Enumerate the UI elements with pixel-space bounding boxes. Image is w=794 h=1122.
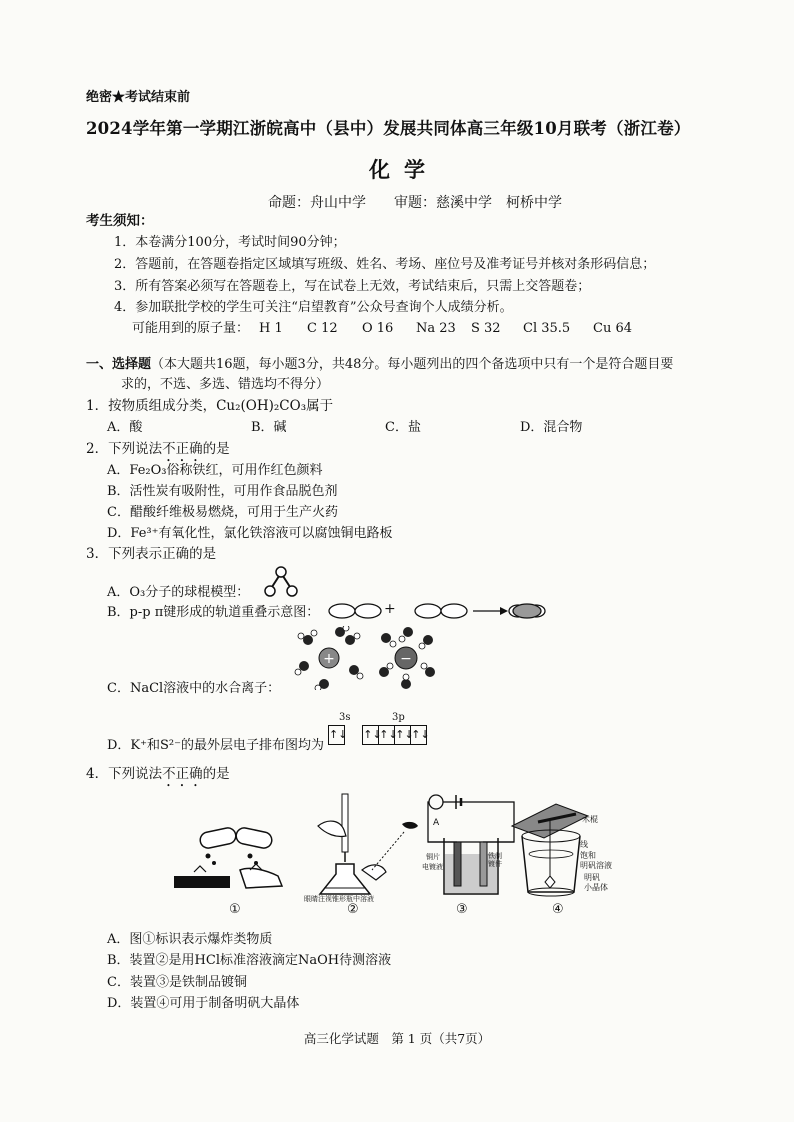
q2-stem: [86, 441, 230, 465]
atomic-mass-label: 可能用到的原子量：: [132, 321, 250, 336]
q3-option-d: D．K⁺和S²⁻的最外层电子排布图均为: [107, 738, 324, 753]
q1-option-b: B．碱: [251, 420, 287, 435]
page-footer: 高三化学试题 第 1 页（共7页）: [303, 1031, 491, 1046]
q4-stem: [86, 766, 230, 790]
figure-1-hazard-symbol: [170, 826, 300, 892]
figure-1-number: ①: [229, 902, 241, 917]
q3-option-b: B．p-p π键形成的轨道重叠示意图：: [107, 605, 320, 620]
q4-stem-pre: 4．下列说法: [86, 766, 163, 782]
q1-option-d: D．混合物: [520, 420, 583, 435]
hydrated-ions-diagram: [294, 626, 444, 690]
conical-flask: [320, 864, 370, 894]
saturated-label-2: 明矾溶液: [580, 861, 612, 870]
swirling-hand: [362, 865, 386, 880]
svg-text:+: +: [323, 651, 335, 667]
figure-2-caption: 眼睛注视锥形瓶中溶液: [304, 895, 374, 903]
notice-item-2: 2．答题前，在答题卷指定区域填写班级、姓名、考场、座位号及准考证号并核对条形码信息；: [114, 257, 656, 272]
q2-option-b: B．活性炭有吸附性，可用作食品脱色剂: [107, 484, 338, 499]
authors-line: 命题：舟山中学 审题：慈溪中学 柯桥中学: [268, 195, 562, 211]
iron-label: 铁制镀件: [488, 852, 502, 868]
eye-icon: [402, 822, 418, 829]
orbital-3p-box-4: ↑↓: [410, 725, 427, 745]
thread-label: 线: [580, 840, 588, 849]
saturated-label-1: 饱和: [580, 851, 596, 860]
orbital-3s-box: ↑↓: [328, 725, 345, 745]
q4-option-a: A．图①标识表示爆炸类物质: [107, 932, 273, 947]
hydrated-sodium-ion: [295, 626, 363, 690]
notice-item-4: 4．参加联批学校的学生可关注“启望教育”公众号查询个人成绩分析。: [114, 300, 513, 315]
atomic-mass-cl: Cl 35.5: [523, 321, 571, 336]
section-desc-1: （本大题共16题，每小题3分，共48分。每小题列出的四个备选项中只有一个是符合题目要: [151, 357, 674, 372]
orbital-3p-label: 3p: [392, 712, 405, 723]
q1-option-c: C．盐: [385, 420, 421, 435]
q4-option-c: C．装置③是铁制品镀铜: [107, 975, 247, 990]
wooden-stick-label: 木棍: [582, 815, 598, 824]
orbital-diagram: [328, 725, 430, 745]
test-tube-right: [235, 826, 274, 849]
p-orbital-right: [415, 604, 467, 618]
figure-4-crystal-growth-apparatus: [508, 796, 590, 906]
q4-stem-post: 的是: [202, 766, 230, 782]
iron-electrode: [480, 842, 487, 886]
figure-3-number: ③: [456, 902, 468, 917]
q4-option-d: D．装置④可用于制备明矾大晶体: [107, 996, 300, 1011]
pp-pi-bond-overlap-diagram: [328, 597, 548, 625]
atomic-mass-o: O 16: [362, 321, 394, 336]
atomic-mass-h: H 1: [259, 321, 283, 336]
figure-2-number: ②: [347, 902, 359, 917]
orbital-3p-box-3: ↑↓: [394, 725, 411, 745]
copper-label: 铜片: [426, 853, 440, 861]
plus-sign: +: [384, 601, 396, 617]
copper-electrode: [454, 842, 461, 886]
section-title: 一、选择题: [86, 357, 152, 372]
alum-crystal: [545, 876, 555, 888]
exam-title: 2024学年第一学期江浙皖高中（县中）发展共同体高三年级10月联考（浙江卷）: [86, 119, 691, 138]
corroded-surface: [174, 876, 230, 888]
corroded-hand: [240, 868, 282, 888]
crystal-label-2: 小晶体: [584, 883, 608, 892]
q1-option-a: A．酸: [107, 420, 143, 435]
q2-stem-emphasis: 不正确: [162, 441, 203, 457]
q2-option-d: D．Fe³⁺有氧化性，氯化铁溶液可以腐蚀铜电路板: [107, 526, 393, 541]
q3-option-a: A．O₃分子的球棍模型：: [107, 585, 250, 600]
q2-stem-pre: 2．下列说法: [86, 441, 163, 457]
orbital-3p-box-1: ↑↓: [362, 725, 379, 745]
orbital-3s-label: 3s: [339, 712, 351, 723]
atomic-mass-na: Na 23: [416, 321, 456, 336]
p-orbital-left: [329, 604, 381, 618]
ammeter-icon: [429, 795, 443, 809]
notice-item-1: 1．本卷满分100分，考试时间90分钟；: [114, 235, 346, 250]
section-heading: [86, 357, 673, 373]
crystal-label-1: 明矾: [584, 873, 600, 882]
overlap-orbital: [509, 604, 545, 618]
q2-option-c: C．醋酸纤维极易燃烧，可用于生产火药: [107, 505, 338, 520]
hydrated-chloride-ion: [379, 627, 435, 689]
ammeter-label: A: [433, 818, 440, 828]
notice-item-3: 3．所有答案必须写在答题卷上，写在试卷上无效，考试结束后，只需上交答题卷；: [114, 279, 591, 294]
burette: [342, 794, 348, 852]
notice-heading: 考生须知：: [86, 213, 154, 229]
q3-option-c: C．NaCl溶液中的水合离子：: [107, 681, 281, 696]
orbital-3p-box-2: ↑↓: [378, 725, 395, 745]
q3-stem: 3．下列表示正确的是: [86, 546, 217, 562]
svg-text:−: −: [400, 651, 412, 667]
section-desc-2: 求的，不选、多选、错选均不得分）: [121, 377, 330, 392]
q2-stem-post: 的是: [202, 441, 230, 457]
test-tube-left: [199, 826, 238, 849]
q4-stem-emphasis: 不正确: [162, 766, 203, 782]
q2-option-a: A．Fe₂O₃俗称铁红，可用作红色颜料: [107, 463, 323, 478]
figure-3-electroplating-apparatus: [420, 792, 522, 900]
atomic-mass-s: S 32: [471, 321, 501, 336]
q1-stem: 1．按物质组成分类，Cu₂(OH)₂CO₃属于: [86, 398, 334, 414]
figure-4-number: ④: [552, 902, 564, 917]
atomic-mass-c: C 12: [307, 321, 338, 336]
ozone-ball-stick-model: [262, 564, 300, 598]
plating-solution-label: 电镀液: [422, 863, 443, 871]
atomic-mass-cu: Cu 64: [593, 321, 632, 336]
subject-title: 化学: [369, 157, 439, 182]
q4-option-b: B．装置②是用HCl标准溶液滴定NaOH待测溶液: [107, 953, 392, 968]
confidential-label: 绝密★考试结束前: [86, 90, 191, 105]
